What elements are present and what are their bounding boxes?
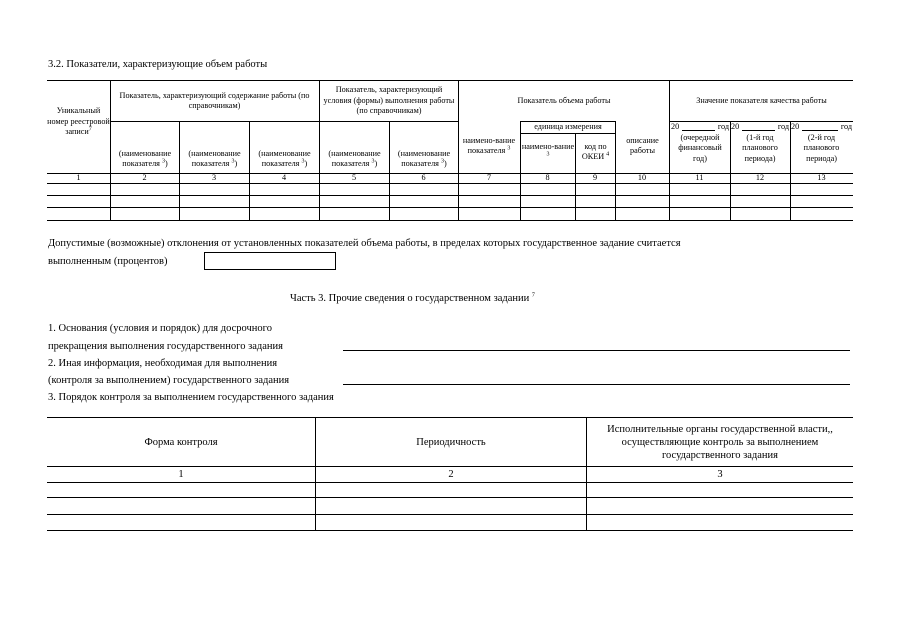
naming-col-4: (наименование показателя $^3$)	[258, 148, 311, 168]
header-conditions-indicator: Показатель, характеризующий условия (формы) выполнения работы (по справочникам)	[323, 85, 455, 116]
item1-line1: 1. Основания (условия и порядок) для досрочного	[48, 323, 272, 334]
header-form-control: Форма контроля	[144, 436, 218, 448]
col-num-3: 3	[211, 172, 217, 182]
col-num-5: 5	[351, 172, 357, 182]
col-num-11: 11	[695, 172, 704, 182]
item2-fill-line[interactable]	[343, 384, 850, 385]
naming-col-3: (наименование показателя $^3$)	[188, 148, 241, 168]
item2-line1: 2. Иная информация, необходимая для выполнения	[48, 358, 278, 369]
naming-col-6: (наименование показателя $^3$)	[397, 148, 451, 168]
header-okei-code: код по ОКЕИ $^4$	[581, 141, 610, 161]
year-col-11: 20 год (очередной финансовый год)	[671, 122, 729, 163]
header-volume-indicator: Показатель объема работы	[517, 95, 611, 105]
deviation-text: Допустимые (возможные) отклонения от установленных показателей объема работы, в пределах которых государственное задание считается	[48, 238, 681, 249]
col-num-10: 10	[637, 172, 647, 182]
header-periodicity: Периодичность	[416, 436, 486, 448]
t2-col-num-3: 3	[717, 468, 723, 480]
deviation-percent-field[interactable]	[204, 252, 336, 270]
header-unit-name: наимено-вание $^3$	[521, 141, 575, 158]
header-unit-measure: единица измерения	[534, 121, 602, 131]
header-unique-number: Уникальный номер реестровой записи$^7$	[47, 106, 110, 137]
header-work-description: описание работы	[626, 135, 659, 155]
col-num-9: 9	[592, 172, 598, 182]
naming-col-2: (наименование показателя $^3$)	[118, 148, 172, 168]
col-num-8: 8	[545, 172, 550, 182]
col-num-6: 6	[421, 172, 426, 182]
header-vol-name: наимено-вание показателя $^3$	[462, 135, 516, 155]
naming-col-5: (наименование показателя $^3$)	[328, 148, 381, 168]
col-num-12: 12	[755, 172, 765, 182]
part3-title: Часть 3. Прочие сведения о государственном задании $^7$	[290, 292, 535, 304]
t2-col-num-2: 2	[448, 468, 454, 480]
section-heading: 3.2. Показатели, характеризующие объем работы	[48, 59, 268, 70]
header-content-indicator: Показатель, характеризующий содержание работы (по справочникам)	[119, 90, 310, 110]
t2-col-num-1: 1	[178, 468, 184, 480]
col-num-4: 4	[281, 172, 287, 182]
deviation-text-2: выполненным (процентов)	[48, 256, 168, 267]
header-executive-bodies: Исполнительные органы государственной власти,, осуществляющие контроль за выполнением государственного задания	[607, 423, 833, 461]
header-quality-value: Значение показателя качества работы	[696, 95, 827, 105]
col-num-13: 13	[817, 172, 826, 182]
col-num-1: 1	[76, 172, 81, 182]
item3: 3. Порядок контроля за выполнением государственного задания	[48, 392, 334, 403]
col-num-2: 2	[142, 172, 147, 182]
col-num-7: 7	[486, 172, 492, 182]
year-col-13: 20 год (2-й год планового периода)	[791, 122, 852, 163]
item2-line2: (контроля за выполнением) государственного задания	[48, 375, 290, 386]
year-col-12: 20 год (1-й год планового периода)	[731, 122, 789, 163]
item1-line2: прекращения выполнения государственного задания	[48, 341, 283, 352]
item1-fill-line[interactable]	[343, 350, 850, 351]
